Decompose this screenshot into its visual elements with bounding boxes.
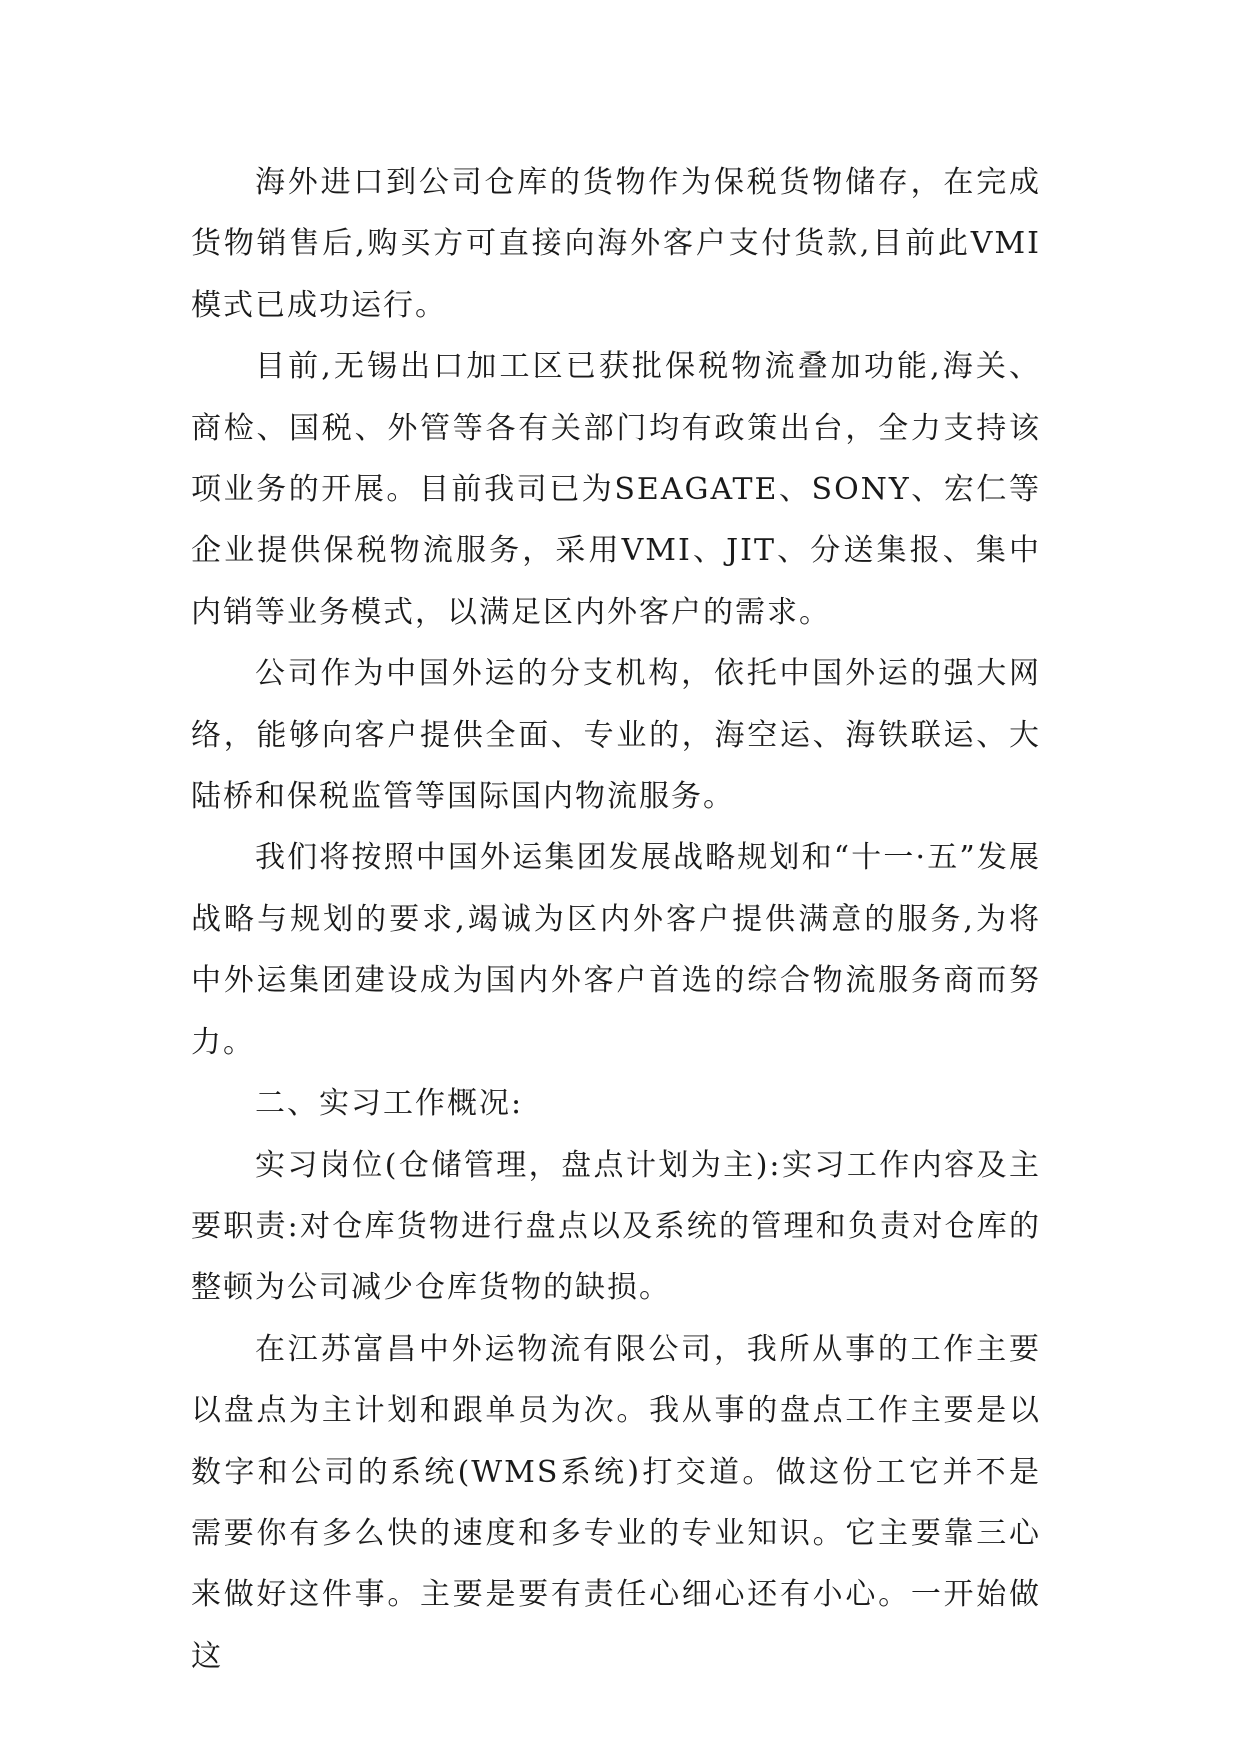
paragraph-company-network: 公司作为中国外运的分支机构，依托中国外运的强大网络，能够向客户提供全面、专业的，海空运、海铁联运、大陆桥和保税监管等国际国内物流服务。 [191,656,1041,815]
paragraph-bonded-logistics-policy: 目前,无锡出口加工区已获批保税物流叠加功能,海关、商检、国税、外管等各有关部门均有政策出台，全力支持该项业务的开展。目前我司已为SEAGATE、SONY、宏仁等企业提供保税物流服务，采用VMI、JIT、分送集报、集中内销等业务模式，以满足区内外客户的需求。 [191,349,1041,630]
paragraph-work-description: 在江苏富昌中外运物流有限公司，我所从事的工作主要以盘点为主计划和跟单员为次。我从事的盘点工作主要是以数字和公司的系统(WMS系统)打交道。做这份工它并不是需要你有多么快的速度和多专业的专业知识。它主要靠三心来做好这件事。主要是要有责任心细心还有小心。一开始做这 [191,1331,1041,1674]
paragraph-internship-position: 实习岗位(仓储管理，盘点计划为主):实习工作内容及主要职责:对仓库货物进行盘点以及系统的管理和负责对仓库的整顿为公司减少仓库货物的缺损。 [191,1147,1041,1306]
paragraph-development-strategy: 我们将按照中国外运集团发展战略规划和“十一·五”发展战略与规划的要求,竭诚为区内外客户提供满意的服务,为将中外运集团建设成为国内外客户首选的综合物流服务商而努力。 [191,840,1041,1060]
section-heading-internship-overview: 二、实习工作概况: [255,1086,524,1122]
paragraph-vmi-bonded-storage: 海外进口到公司仓库的货物作为保税货物储存，在完成货物销售后,购买方可直接向海外客户支付货款,目前此VMI模式已成功运行。 [191,165,1041,323]
document-page [191,152,1041,1687]
